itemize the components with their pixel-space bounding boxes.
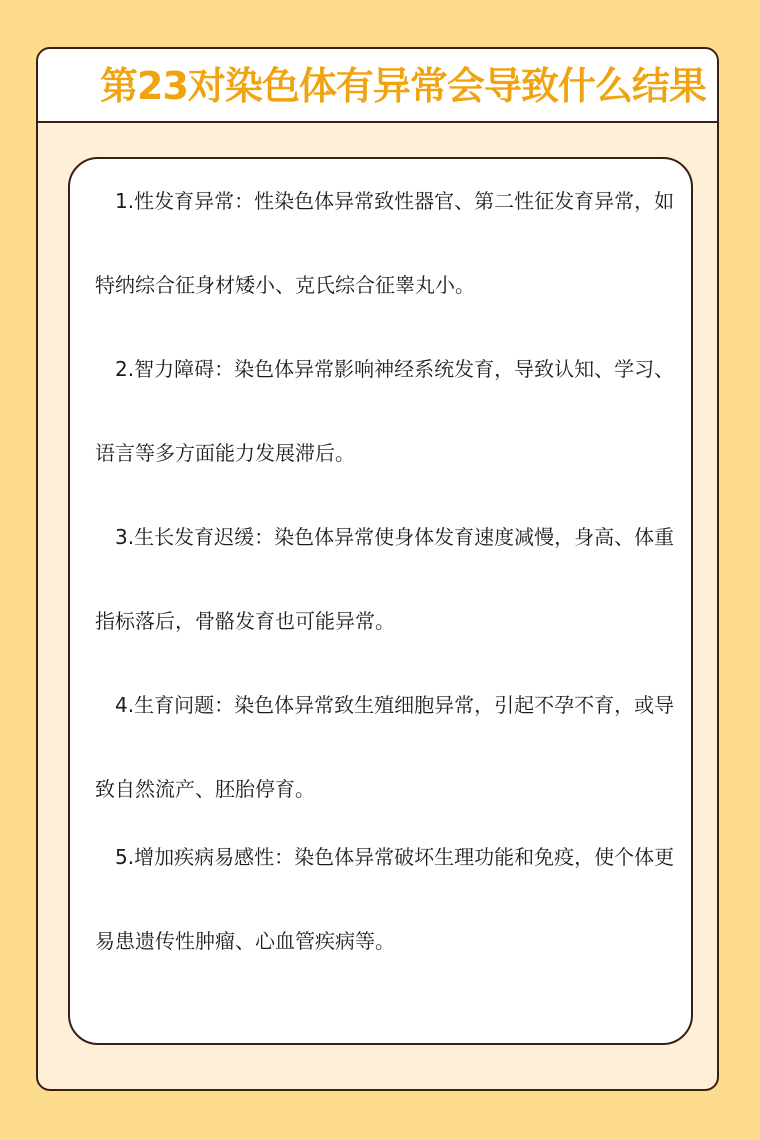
item-intellectual-disability: 2.智力障碍：染色体异常影响神经系统发育，导致认知、学习、语言等多方面能力发展滞后。 [95, 357, 675, 465]
item-sexual-development: 1.性发育异常：性染色体异常致性器官、第二性征发育异常，如特纳综合征身材矮小、克氏综合征睾丸小。 [95, 189, 675, 297]
item-disease-susceptibility: 5.增加疾病易感性：染色体异常破坏生理功能和免疫，使个体更易患遗传性肿瘤、心血管疾病等。 [95, 845, 675, 953]
item-growth-delay: 3.生长发育迟缓：染色体异常使身体发育速度减慢，身高、体重指标落后，骨骼发育也可能异常。 [95, 525, 675, 633]
page-title: 第23对染色体有异常会导致什么结果 [100, 64, 706, 108]
item-fertility-issues: 4.生育问题：染色体异常致生殖细胞异常，引起不孕不育，或导致自然流产、胚胎停育。 [95, 693, 675, 801]
title-bar [38, 49, 717, 123]
